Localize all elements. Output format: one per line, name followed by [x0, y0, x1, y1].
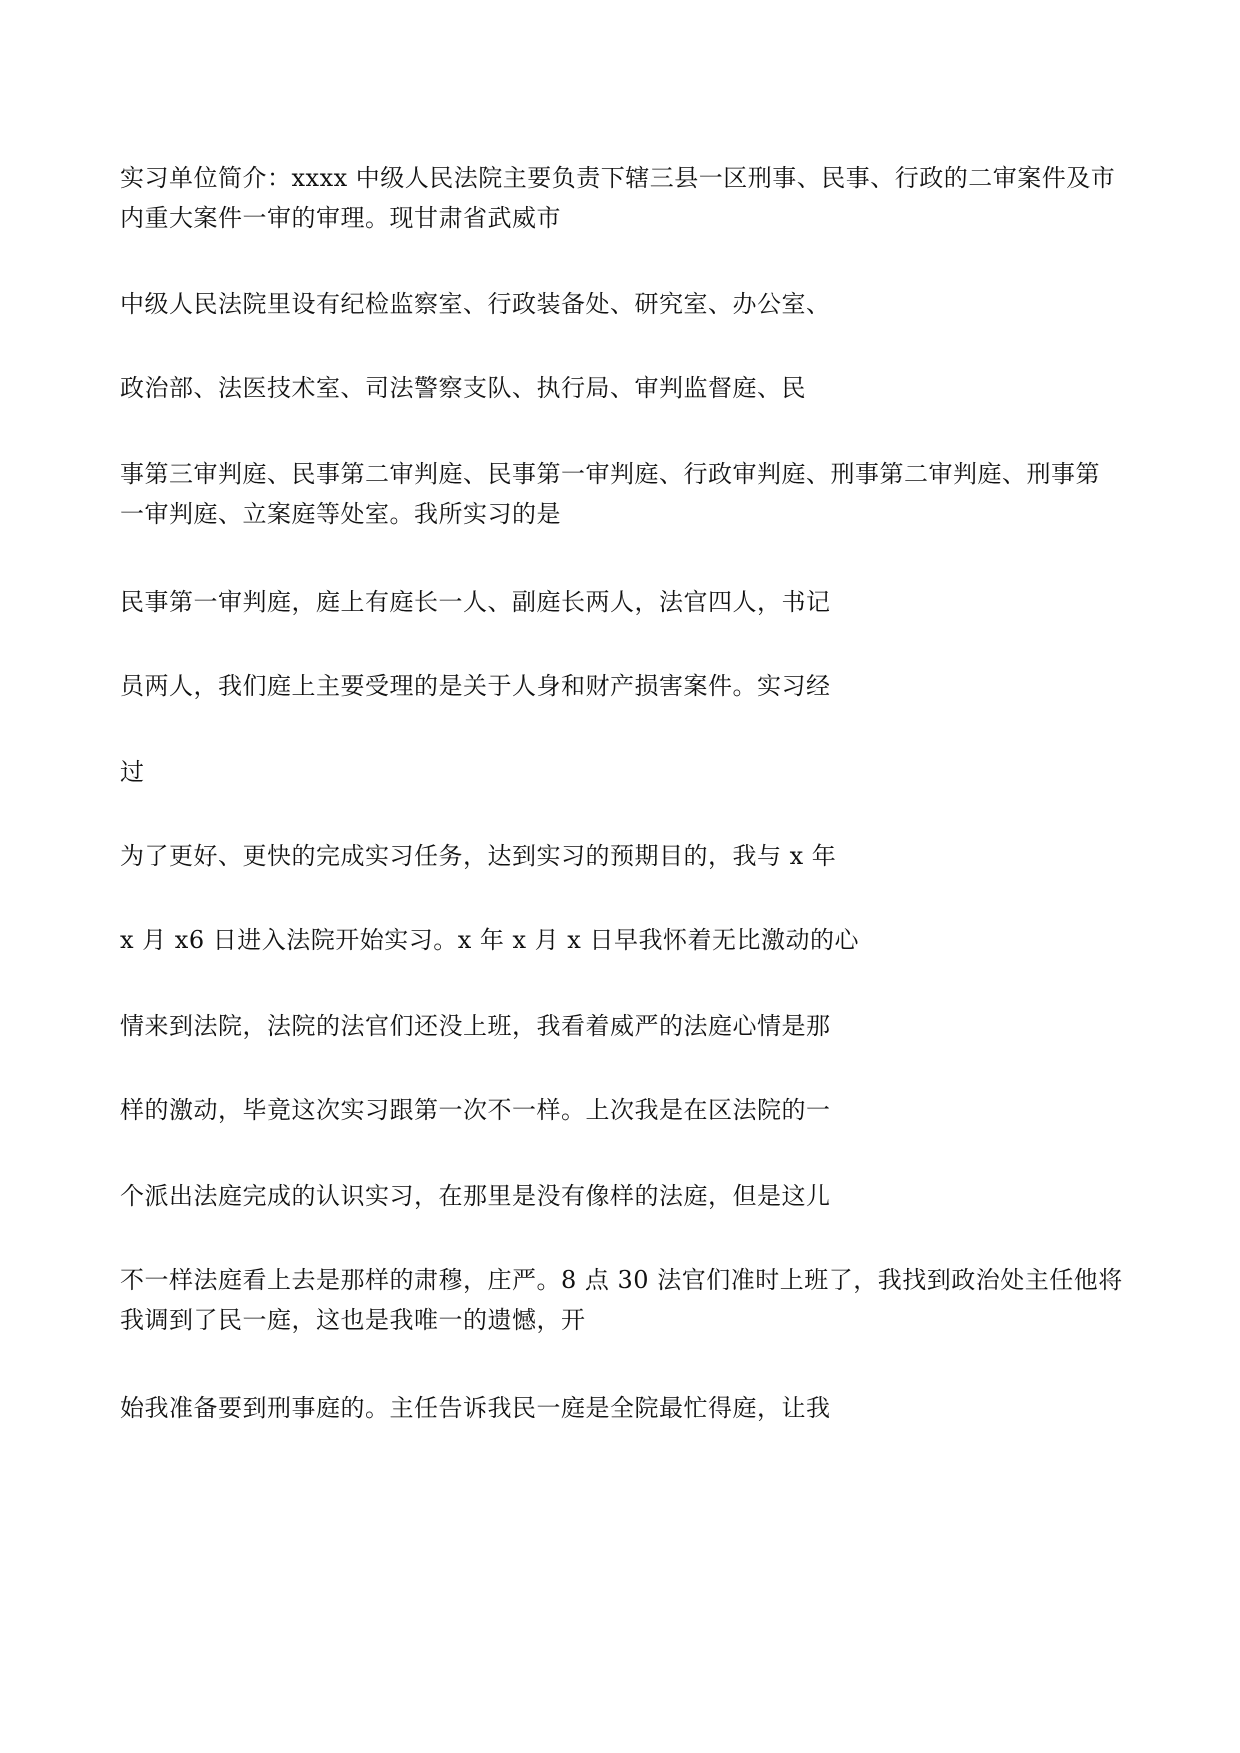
text-line: 样的激动，毕竟这次实习跟第一次不一样。上次我是在区法院的一	[120, 1096, 831, 1124]
paragraph-departments-1	[120, 284, 1130, 324]
text-line: 情来到法院，法院的法官们还没上班，我看着威严的法庭心情是那	[120, 1012, 831, 1040]
paragraph-internship-start-2	[120, 920, 1130, 960]
text-line: 政治部、法医技术室、司法警察支队、执行局、审判监督庭、民	[120, 374, 806, 402]
paragraph-excitement	[120, 1090, 1130, 1130]
paragraph-internship-start-1	[120, 836, 1130, 876]
text-line: 一审判庭、立案庭等处室。我所实习的是	[120, 500, 561, 528]
text-line: 事第三审判庭、民事第二审判庭、民事第一审判庭、行政审判庭、刑事第二审判庭、刑事第	[120, 460, 1100, 488]
text-line: 个派出法庭完成的认识实习，在那里是没有像样的法庭，但是这儿	[120, 1182, 831, 1210]
text-line: 为了更好、更快的完成实习任务，达到实习的预期目的，我与 x 年	[120, 842, 837, 870]
text-line: 民事第一审判庭，庭上有庭长一人、副庭长两人，法官四人，书记	[120, 588, 831, 616]
paragraph-arrival	[120, 1006, 1130, 1046]
paragraph-heading-continuation	[120, 752, 1130, 792]
text-line: 过	[120, 758, 145, 786]
paragraph-tribunal-staff	[120, 582, 1130, 622]
paragraph-case-types	[120, 666, 1130, 706]
text-line: x 月 x6 日进入法院开始实习。x 年 x 月 x 日早我怀着无比激动的心	[120, 926, 859, 954]
paragraph-departments-2	[120, 368, 1130, 408]
paragraph-previous-internship	[120, 1176, 1130, 1216]
paragraph-departments-3	[120, 454, 1130, 534]
text-line: 我调到了民一庭，这也是我唯一的遗憾，开	[120, 1306, 586, 1334]
text-line: 员两人，我们庭上主要受理的是关于人身和财产损害案件。实习经	[120, 672, 831, 700]
text-line: 不一样法庭看上去是那样的肃穆，庄严。8 点 30 法官们准时上班了，我找到政治处主任他将	[120, 1266, 1123, 1294]
paragraph-court-intro	[120, 158, 1130, 238]
text-line: 中级人民法院里设有纪检监察室、行政装备处、研究室、办公室、	[120, 290, 831, 318]
text-line: 实习单位简介：xxxx 中级人民法院主要负责下辖三县一区刑事、民事、行政的二审案件及市	[120, 164, 1116, 192]
paragraph-assignment	[120, 1260, 1130, 1340]
text-line: 内重大案件一审的审理。现甘肃省武威市	[120, 204, 561, 232]
paragraph-criminal-court-wish	[120, 1388, 1130, 1428]
text-line: 始我准备要到刑事庭的。主任告诉我民一庭是全院最忙得庭，让我	[120, 1394, 831, 1422]
